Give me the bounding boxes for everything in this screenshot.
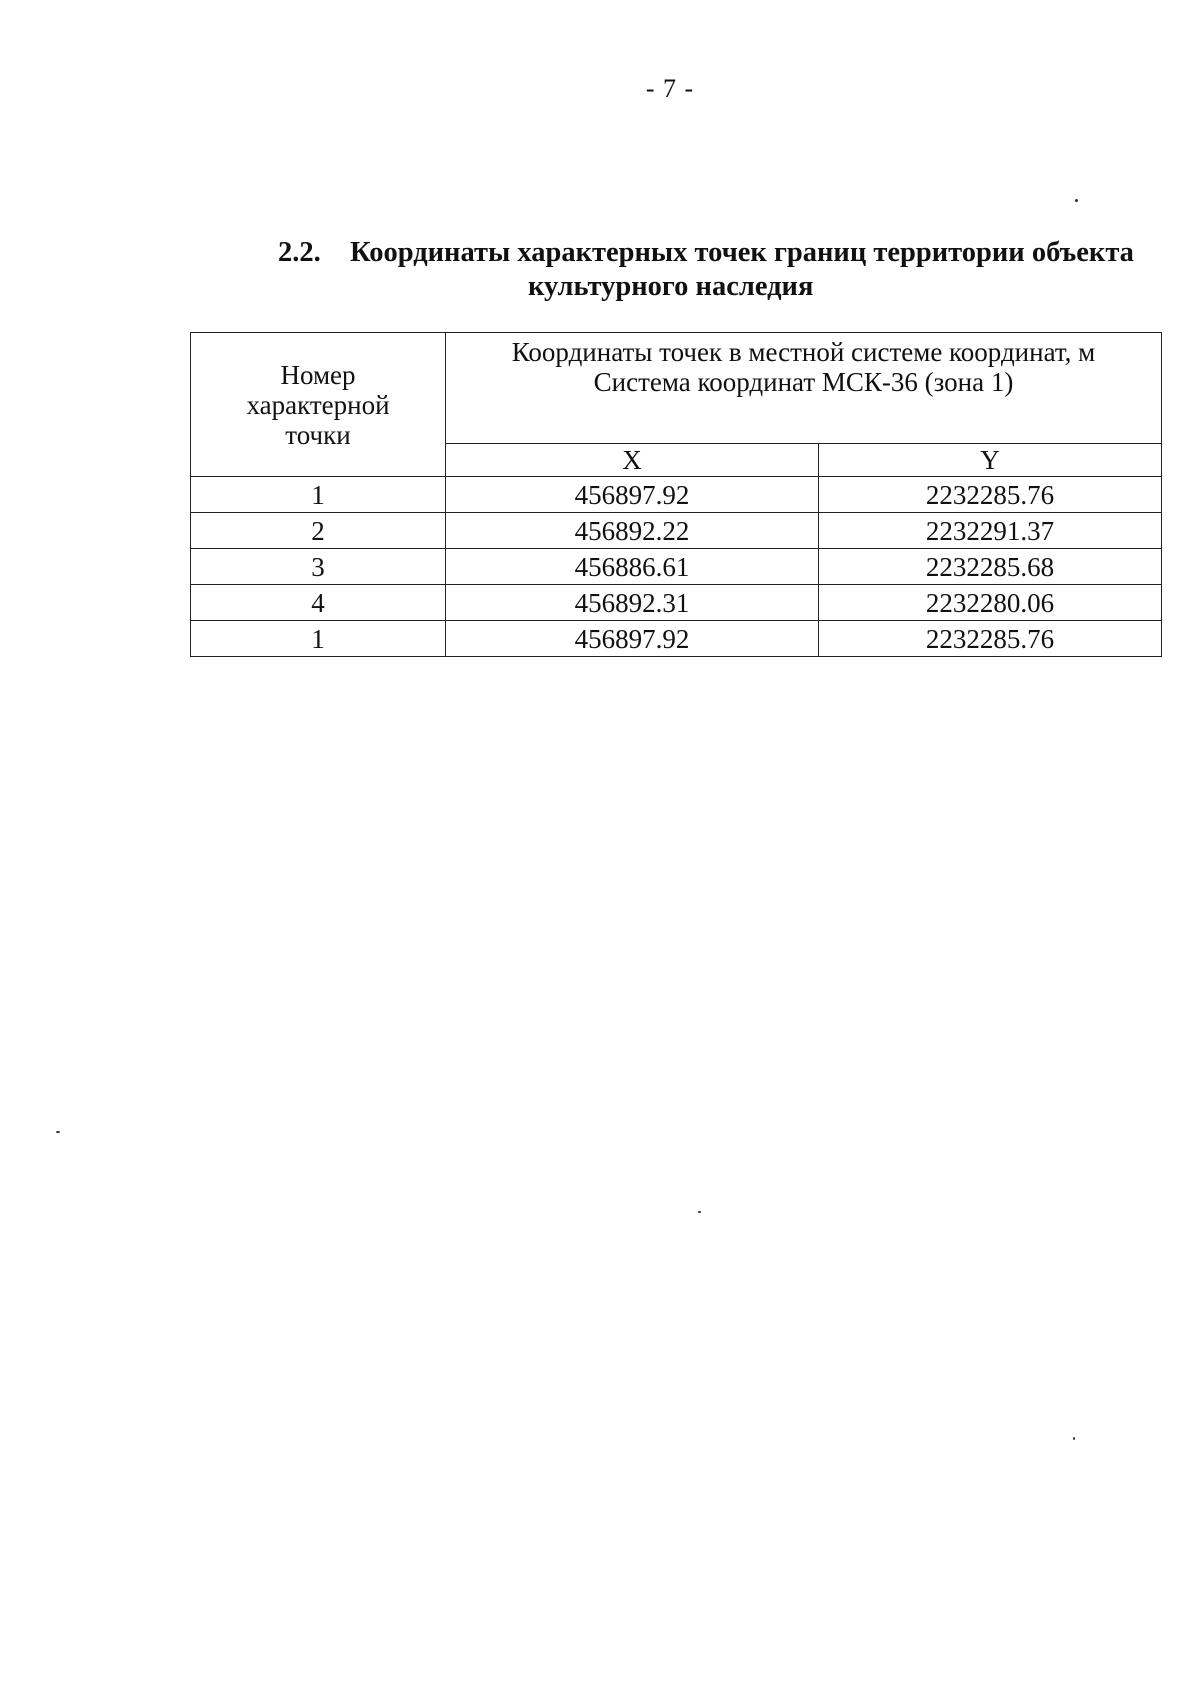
scan-speck [1073,1437,1075,1440]
section-heading [278,236,1158,304]
table-row [191,549,1162,585]
cell-y: 2232285.76 [819,621,1162,657]
table-row [191,585,1162,621]
cell-x: 456897.92 [446,477,819,513]
header-point-number-label: Номер характерной точки [246,359,390,450]
header-coordinates-group [446,333,1162,444]
coordinates-table [190,332,1162,657]
table-header-row [191,333,1162,444]
cell-point: 3 [191,549,446,585]
cell-point: 4 [191,585,446,621]
page-number: - 7 - [645,74,695,103]
header-x: X [446,444,819,477]
section-title-line1: Координаты характерных точек границ территории объекта [350,237,1134,268]
table-row [191,513,1162,549]
cell-point: 1 [191,477,446,513]
scan-speck [56,1131,60,1133]
header-group-line1: Координаты точек в местной системе координат, м [511,337,1096,367]
cell-x: 456897.92 [446,621,819,657]
section-number: 2.2. [278,237,321,268]
table-row [191,477,1162,513]
scan-speck [1075,199,1078,202]
cell-x: 456892.31 [446,585,819,621]
scan-speck [698,1211,701,1213]
cell-point: 1 [191,621,446,657]
header-y: Y [819,444,1162,477]
cell-y: 2232285.76 [819,477,1162,513]
cell-y: 2232291.37 [819,513,1162,549]
cell-x: 456886.61 [446,549,819,585]
header-point-number [191,333,446,477]
section-title-line2: культурного наследия [528,271,814,302]
cell-point: 2 [191,513,446,549]
cell-y: 2232280.06 [819,585,1162,621]
table-row [191,621,1162,657]
header-group-line2: Система координат МСК-36 (зона 1) [593,367,1014,397]
cell-y: 2232285.68 [819,549,1162,585]
cell-x: 456892.22 [446,513,819,549]
